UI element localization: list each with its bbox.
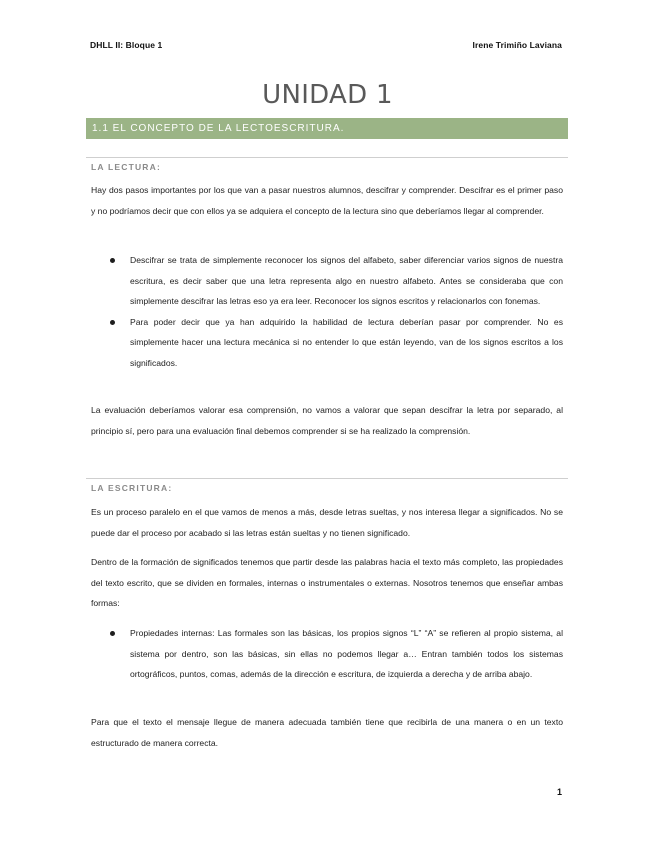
list-item [108, 250, 563, 312]
subheading-lectura: LA LECTURA: [91, 162, 162, 172]
page-title: UNIDAD 1 [262, 80, 393, 110]
list-item-text: Descifrar se trata de simplemente reconocer los signos del alfabeto, saber diferenciar varios signos de nuestra escritura, es decir saber que una letra representa algo en nuestro alfabeto. Antes se consideraba que con simplemente descifrar las letras eso ya era leer. Reconocer los signos escritos y relacionarlos con fonemas. [130, 255, 563, 306]
section-heading: 1.1 EL CONCEPTO DE LA LECTOESCRITURA. [86, 118, 568, 139]
paragraph-lectura-intro: Hay dos pasos importantes por los que van a pasar nuestros alumnos, descifrar y comprender. Descifrar es el primer paso y no podríamos decir que con ellos ya se adquiera el concepto de la lectura sino que deberíamos llegar al comprender. [91, 185, 563, 216]
bullet-list-lectura [108, 250, 563, 373]
bullet-icon [110, 258, 115, 263]
header-right: Irene Trimiño Laviana [472, 40, 562, 50]
list-item [108, 312, 563, 374]
list-item-text: Para poder decir que ya han adquirido la habilidad de lectura deberían pasar por comprender. No es simplemente hacer una lectura mecánica si no entender lo que están leyendo, van de los signos escritos a los significados. [130, 316, 563, 368]
bullet-list-escritura [108, 623, 563, 685]
divider-escritura [86, 478, 568, 479]
paragraph-escritura-1: Es un proceso paralelo en el que vamos de menos a más, desde letras sueltas, y nos interesa llegar a significados. No se puede dar el proceso por acabado si las letras están sueltas y no tienen significado. [91, 507, 563, 538]
header-left: DHLL II: Bloque 1 [90, 40, 163, 50]
bullet-icon [110, 631, 115, 636]
paragraph-escritura-closing: Para que el texto el mensaje llegue de manera adecuada también tiene que recibirla de una manera o en un texto estructurado de manera correcta. [91, 717, 563, 748]
paragraph-escritura-2: Dentro de la formación de significados tenemos que partir desde las palabras hacia el texto más completo, las propiedades del texto escrito, que se dividen en formales, internas o instrumentales o externas. Nosotros tenemos que enseñar ambas formas: [91, 557, 563, 608]
subheading-escritura: LA ESCRITURA: [91, 483, 173, 493]
list-item [108, 623, 563, 685]
bullet-icon [110, 320, 115, 325]
page-number: 1 [556, 787, 562, 797]
list-item-text: Propiedades internas: Las formales son las básicas, los propios signos “L” “A” se refieren al propio sistema, al sistema por dentro, son las básicas, sin ellas no podemos llegar a… Entran también todos los sistemas ortográficos, puntos, comas, además de la dirección e escritura, de izquierda a derecha y de arriba abajo. [130, 628, 563, 679]
divider-lectura [86, 157, 568, 158]
paragraph-lectura-closing: La evaluación deberíamos valorar esa comprensión, no vamos a valorar que sepan descifrar la letra por separado, al principio sí, pero para una evaluación final debemos comprender si se ha realizado la comprensión. [91, 405, 563, 436]
